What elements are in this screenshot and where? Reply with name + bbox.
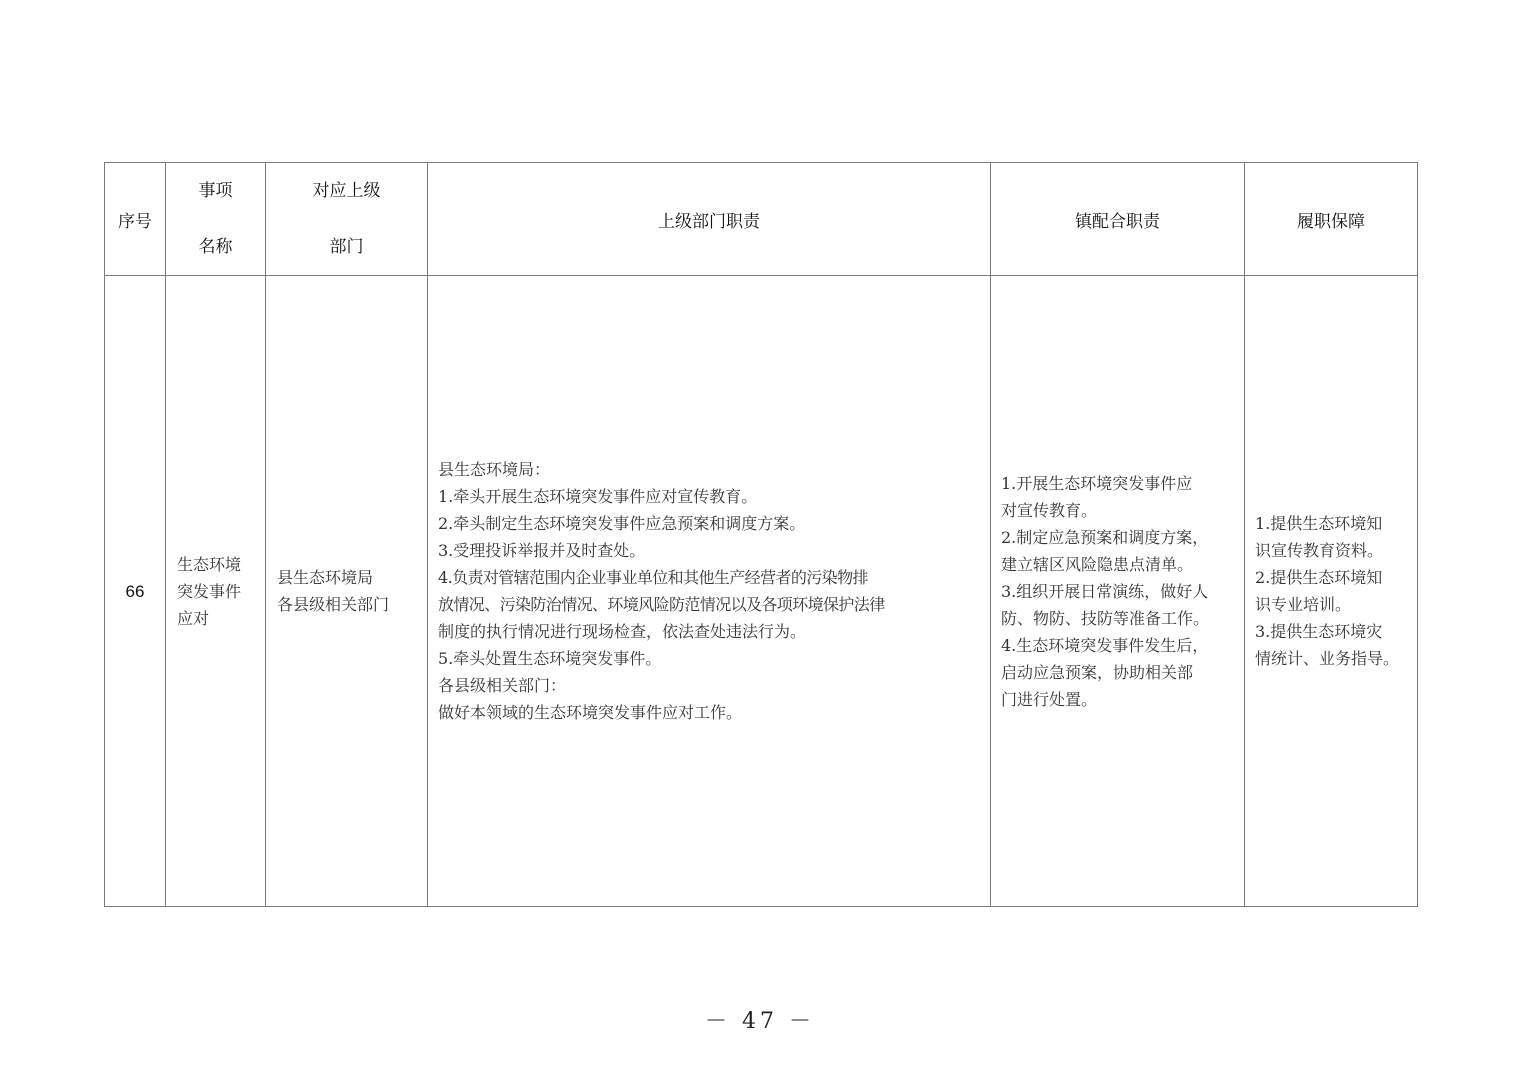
responsibility-table [104, 162, 1418, 907]
upper-line: 做好本领域的生态环境突发事件应对工作。 [438, 703, 743, 722]
town-line: 4.生态环境突发事件发生后， [1001, 635, 1209, 655]
header-town-label: 镇配合职责 [1075, 211, 1160, 232]
guarantee-line: 2.提供生态环境知 [1255, 568, 1383, 587]
town-line: 3.组织开展日常演练，做好人 [1001, 581, 1209, 601]
upper-line: 5.牵头处置生态环境突发事件。 [438, 649, 662, 668]
header-upper-duties [428, 163, 991, 276]
guarantee-line: 情统计、业务指导。 [1255, 649, 1400, 668]
upper-line: 制度的执行情况进行现场检查，依法查处违法行为。 [438, 622, 807, 641]
town-line: 启动应急预案，协助相关部 [1001, 662, 1194, 682]
page-number: － 47 － [705, 1009, 815, 1034]
header-upper-label: 上级部门职责 [658, 211, 760, 232]
header-item-line2: 名称 [198, 237, 233, 257]
row-town-duties [991, 276, 1245, 907]
table-row [105, 276, 1418, 907]
header-guarantee-label: 履职保障 [1297, 211, 1365, 232]
row-guarantee [1245, 276, 1418, 907]
row-upper-duties [428, 276, 991, 907]
town-line: 对宣传教育。 [1001, 500, 1098, 520]
upper-line: 各县级相关部门： [438, 676, 567, 695]
town-line: 建立辖区风险隐患点清单。 [1001, 554, 1194, 574]
header-seq-label: 序号 [118, 211, 152, 232]
header-guarantee [1245, 163, 1418, 276]
header-town-duties [991, 163, 1245, 276]
row-seq: 66 [105, 276, 166, 907]
guarantee-line: 3.提供生态环境灾 [1255, 622, 1383, 641]
town-line: 防、物防、技防等准备工作。 [1001, 608, 1210, 628]
upper-line: 1.牵头开展生态环境突发事件应对宣传教育。 [438, 487, 758, 506]
item-line: 应对 [177, 608, 210, 628]
guarantee-line: 1.提供生态环境知 [1255, 514, 1383, 533]
header-item-line1: 事项 [198, 181, 233, 201]
town-line: 2.制定应急预案和调度方案， [1001, 527, 1209, 547]
header-dept [266, 163, 428, 276]
header-dept-line1: 对应上级 [312, 181, 381, 201]
upper-line: 4.负责对管辖范围内企业事业单位和其他生产经营者的污染物排 [438, 568, 868, 587]
row-dept [266, 276, 428, 907]
header-row [105, 163, 1418, 276]
guarantee-line: 识宣传教育资料。 [1255, 541, 1384, 560]
header-seq [105, 163, 166, 276]
town-line: 1.开展生态环境突发事件应 [1001, 473, 1193, 493]
upper-line: 2.牵头制定生态环境突发事件应急预案和调度方案。 [438, 514, 806, 533]
dept-line: 各县级相关部门 [277, 595, 390, 614]
dept-line: 县生态环境局 [277, 568, 374, 587]
guarantee-line: 识专业培训。 [1255, 595, 1352, 614]
upper-line: 放情况、污染防治情况、环境风险防范情况以及各项环境保护法律 [438, 595, 885, 614]
item-line: 突发事件 [177, 581, 242, 601]
row-item-name [166, 276, 266, 907]
item-line: 生态环境 [177, 554, 242, 574]
town-line: 门进行处置。 [1001, 689, 1098, 709]
upper-line: 3.受理投诉举报并及时查处。 [438, 541, 646, 560]
header-item-name [166, 163, 266, 276]
upper-line: 县生态环境局： [438, 460, 551, 479]
header-dept-line2: 部门 [329, 237, 364, 257]
